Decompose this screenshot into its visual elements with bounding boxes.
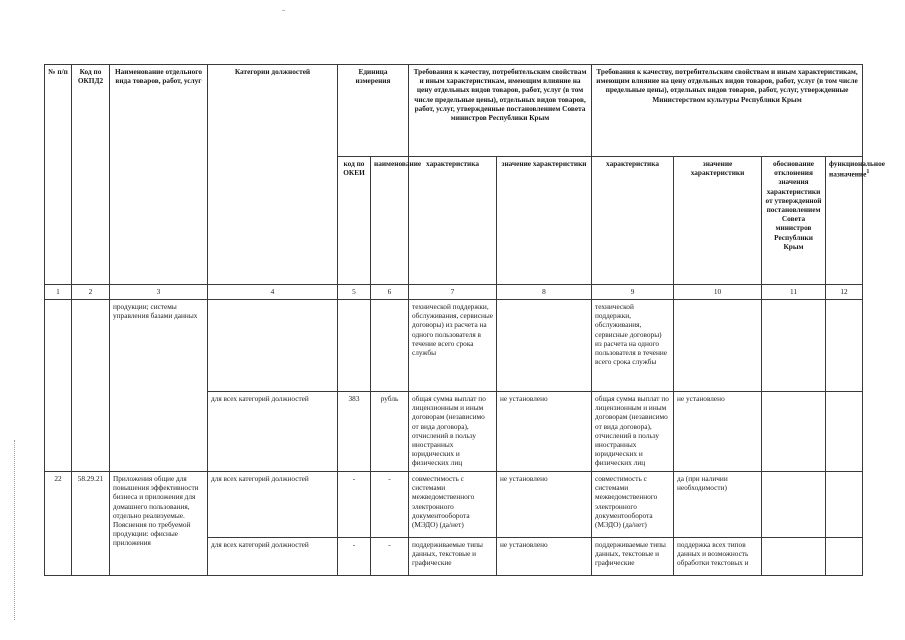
header-col-req-ministry: Требования к качеству, потребительским свойствам и иным характеристикам, имеющим влияние на цену отдельных видов товаров, работ, услуг (в том числе предельные цены), отдельных видов товаров, работ, услуг, утвержденные Министерством культуры Республики Крым <box>592 65 863 157</box>
row-justification-cell <box>762 538 826 576</box>
row-unit-cell: - <box>371 472 409 538</box>
requirements-table <box>44 64 885 576</box>
column-number: 3 <box>110 285 208 300</box>
row-okei-cell: - <box>338 472 371 538</box>
row-okpd-cell <box>72 300 110 472</box>
row-num-cell: 22 <box>45 472 72 576</box>
row-justification-cell <box>762 472 826 538</box>
header-sub-function-label: функциональное назначение <box>829 159 885 179</box>
row-category-cell: для всех категорий должностей <box>208 538 338 576</box>
row-okei-cell: 383 <box>338 392 371 472</box>
row-char-ministry-cell: совместимость с системами межведомственного электронного документооборота (МЭДО) (да/нет) <box>592 472 674 538</box>
row-okei-cell <box>338 300 371 392</box>
header-col-name: Наименование отдельного вида товаров, работ, услуг <box>110 65 208 285</box>
scan-speck <box>282 10 285 11</box>
row-val-ministry-cell: да (при наличии необходимости) <box>674 472 762 538</box>
header-sub-unit-name: наименование <box>371 157 409 285</box>
row-char-council-cell: поддерживаемые типы данных, текстовые и графические <box>409 538 497 576</box>
header-col-okpd: Код по ОКПД2 <box>72 65 110 285</box>
row-unit-cell <box>371 300 409 392</box>
table-row <box>45 300 863 392</box>
row-category-cell: для всех категорий должностей <box>208 392 338 472</box>
header-sub-char-council: характеристика <box>409 157 497 285</box>
header-sub-okei: код по ОКЕИ <box>338 157 371 285</box>
row-char-ministry-cell: общая сумма выплат по лицензионным и иным договорам (независимо от вида договора), отчислений в пользу иностранных юридических и физических лиц <box>592 392 674 472</box>
table-row <box>45 472 863 538</box>
row-unit-cell: - <box>371 538 409 576</box>
row-char-ministry-cell: поддерживаемые типы данных, текстовые и графические <box>592 538 674 576</box>
row-char-council-cell: общая сумма выплат по лицензионным и иным договорам (независимо от вида договора), отчислений в пользу иностранных юридических и физических лиц <box>409 392 497 472</box>
column-number: 4 <box>208 285 338 300</box>
header-sub-char-ministry: характеристика <box>592 157 674 285</box>
header-sub-val-council: значение характеристики <box>497 157 592 285</box>
row-val-ministry-cell: не установлено <box>674 392 762 472</box>
row-function-cell <box>826 300 863 392</box>
column-number: 7 <box>409 285 497 300</box>
header-col-req-council: Требования к качеству, потребительским свойствам и иным характеристикам, имеющим влияние на цену отдельных видов товаров, работ, услуг (в том числе предельные цены), отдельных видов товаров, работ, услуг, утвержденные постановлением Совета министров Республики Крым <box>409 65 592 157</box>
column-number: 1 <box>45 285 72 300</box>
column-number: 2 <box>72 285 110 300</box>
row-char-council-cell: совместимость с системами межведомственного электронного документооборота (МЭДО) (да/нет) <box>409 472 497 538</box>
row-val-council-cell: не установлено <box>497 392 592 472</box>
column-number-row <box>45 285 863 300</box>
row-val-ministry-cell <box>674 300 762 392</box>
row-category-cell: для всех категорий должностей <box>208 472 338 538</box>
column-number: 10 <box>674 285 762 300</box>
row-justification-cell <box>762 392 826 472</box>
header-sub-justification: обоснование отклонения значения характеристики от утвержденной постановлением Совета министров Республики Крым <box>762 157 826 285</box>
column-number: 8 <box>497 285 592 300</box>
row-val-ministry-cell: поддержка всех типов данных и возможность обработки текстовых и <box>674 538 762 576</box>
header-sub-function <box>826 157 885 285</box>
row-val-council-cell: не установлено <box>497 472 592 538</box>
scan-edge-line <box>14 440 15 620</box>
row-char-council-cell: технической поддержки, обслуживания, сервисные договоры) из расчета на одного пользователя в течение всего срока службы <box>409 300 497 392</box>
column-number: 11 <box>762 285 826 300</box>
header-col-unit: Единица измерения <box>338 65 409 157</box>
column-number: 5 <box>338 285 371 300</box>
row-function-cell <box>826 472 863 538</box>
column-number: 9 <box>592 285 674 300</box>
header-row-1 <box>45 65 863 157</box>
row-category-cell <box>208 300 338 392</box>
row-function-cell <box>826 538 863 576</box>
row-function-cell <box>826 392 863 472</box>
row-okei-cell: - <box>338 538 371 576</box>
row-unit-cell: рубль <box>371 392 409 472</box>
row-justification-cell <box>762 300 826 392</box>
row-char-ministry-cell: технической поддержки, обслуживания, сервисные договоры) из расчета на одного пользователя в течение всего срока службы <box>592 300 674 392</box>
row-okpd-cell: 58.29.21 <box>72 472 110 576</box>
row-name-cell: продукции; системы управления базами данных <box>110 300 208 472</box>
header-col-category: Категории должностей <box>208 65 338 285</box>
row-name-cell: Приложения общие для повышения эффективности бизнеса и приложения для домашнего пользования, отдельно реализуемые. Пояснения по требуемой продукции: офисные приложения <box>110 472 208 576</box>
column-number: 6 <box>371 285 409 300</box>
row-val-council-cell: не установлено <box>497 538 592 576</box>
row-num-cell <box>45 300 72 472</box>
header-col-num: № п/п <box>45 65 72 285</box>
footnote-mark: 1 <box>866 169 870 176</box>
column-number: 12 <box>826 285 863 300</box>
header-sub-val-ministry: значение характеристики <box>674 157 762 285</box>
row-val-council-cell <box>497 300 592 392</box>
